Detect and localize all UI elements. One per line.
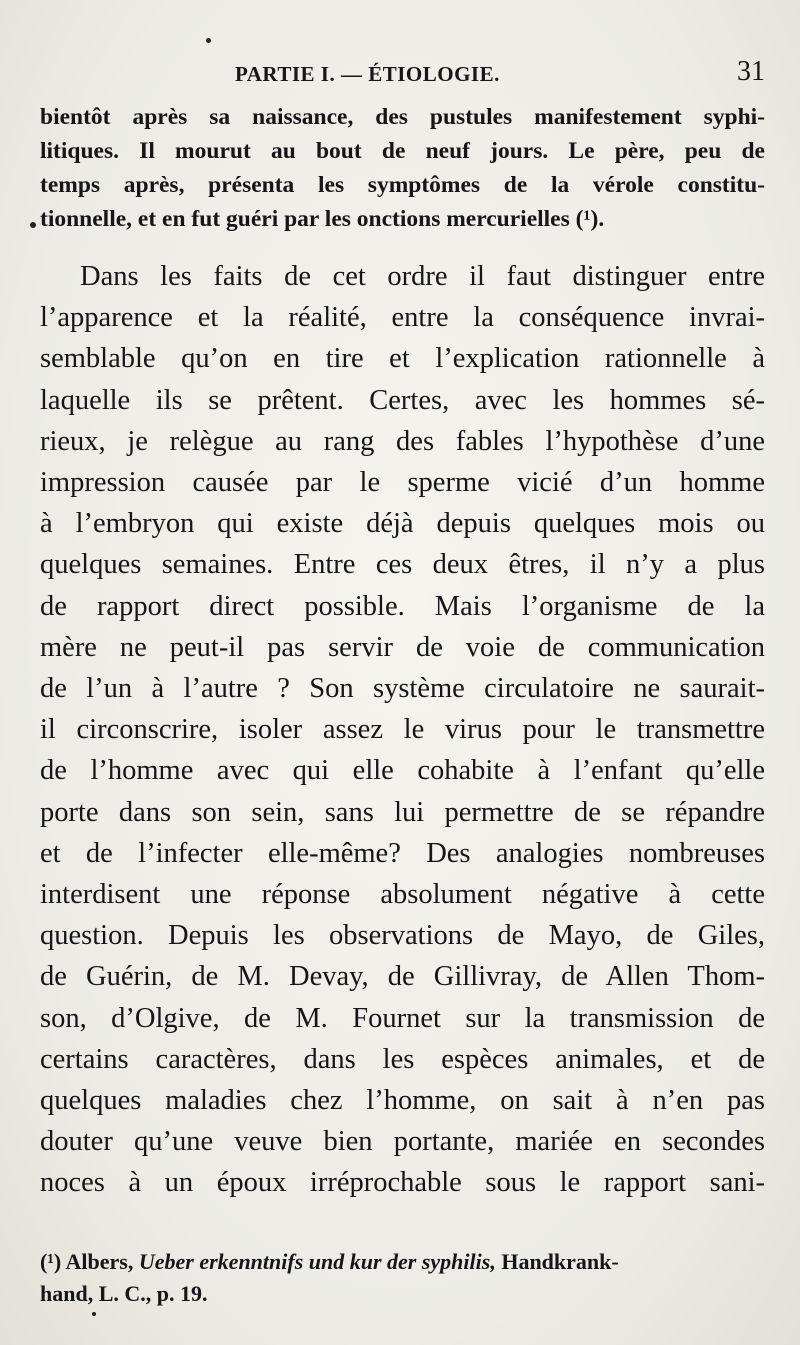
text-line: bientôt après sa naissance, des pustules manifestement syphi- bbox=[40, 104, 765, 130]
footnote-line bbox=[40, 1246, 765, 1278]
carry-over-paragraph bbox=[40, 100, 765, 236]
main-paragraph bbox=[40, 256, 765, 1204]
footnote-author: Albers, bbox=[65, 1249, 134, 1274]
text-line: à l’embryon qui existe déjà depuis quelques mois ou bbox=[40, 508, 765, 540]
text-line: semblable qu’on en tire et l’explication rationnelle à bbox=[40, 343, 765, 375]
text-line: tionnelle, et en fut guéri par les onctions mercurielles (¹). bbox=[40, 206, 605, 232]
text-line: temps après, présenta les symptômes de la vérole constitu- bbox=[40, 172, 765, 198]
text-line: certains caractères, dans les espèces animales, et de bbox=[40, 1043, 765, 1075]
ink-speck bbox=[30, 222, 36, 228]
text-line: question. Depuis les observations de Mayo, de Giles, bbox=[40, 920, 765, 952]
text-line: Dans les faits de cet ordre il faut distinguer entre bbox=[80, 261, 765, 292]
text-line: litiques. Il mourut au bout de neuf jours. Le père, peu de bbox=[40, 138, 765, 164]
text-line: quelques semaines. Entre ces deux êtres, il n’y a plus bbox=[40, 549, 765, 581]
text-line: impression causée par le sperme vicié d’un homme bbox=[40, 467, 765, 499]
ink-speck bbox=[92, 1312, 96, 1316]
footnote-marker: (¹) bbox=[40, 1249, 62, 1274]
text-line: quelques maladies chez l’homme, on sait à n’en pas bbox=[40, 1085, 765, 1117]
text-line: mère ne peut-il pas servir de voie de communication bbox=[40, 631, 765, 663]
text-line: douter qu’une veuve bien portante, mariée en secondes bbox=[40, 1126, 765, 1158]
footnote-rest: Handkrank- bbox=[501, 1249, 619, 1274]
footnote-title: Ueber erkenntnifs und kur der syphilis, bbox=[138, 1249, 496, 1274]
text-line: il circonscrire, isoler assez le virus pour le transmettre bbox=[40, 714, 765, 746]
text-line: son, d’Olgive, de M. Fournet sur la transmission de bbox=[40, 1002, 765, 1034]
footnote-line: hand, L. C., p. 19. bbox=[40, 1281, 208, 1306]
text-line: rieux, je relègue au rang des fables l’hypothèse d’une bbox=[40, 425, 765, 457]
page-header bbox=[40, 56, 765, 96]
text-line: laquelle ils se prêtent. Certes, avec les hommes sé- bbox=[40, 384, 765, 416]
text-line: noces à un époux irréprochable sous le rapport sani- bbox=[40, 1167, 765, 1199]
text-line: l’apparence et la réalité, entre la conséquence invrai- bbox=[40, 302, 765, 334]
text-line: et de l’infecter elle-même? Des analogies nombreuses bbox=[40, 837, 765, 869]
text-line: de rapport direct possible. Mais l’organisme de la bbox=[40, 590, 765, 622]
running-head: PARTIE I. — ÉTIOLOGIE. bbox=[235, 62, 500, 86]
text-line: porte dans son sein, sans lui permettre de se répandre bbox=[40, 796, 765, 828]
page-number: 31 bbox=[737, 56, 765, 87]
text-line: de l’un à l’autre ? Son système circulatoire ne saurait- bbox=[40, 673, 765, 705]
text-line: de Guérin, de M. Devay, de Gillivray, de Allen Thom- bbox=[40, 961, 765, 993]
footnote bbox=[40, 1246, 765, 1310]
text-line: interdisent une réponse absolument négative à cette bbox=[40, 879, 765, 911]
text-line: de l’homme avec qui elle cohabite à l’enfant qu’elle bbox=[40, 755, 765, 787]
ink-speck bbox=[206, 38, 211, 43]
